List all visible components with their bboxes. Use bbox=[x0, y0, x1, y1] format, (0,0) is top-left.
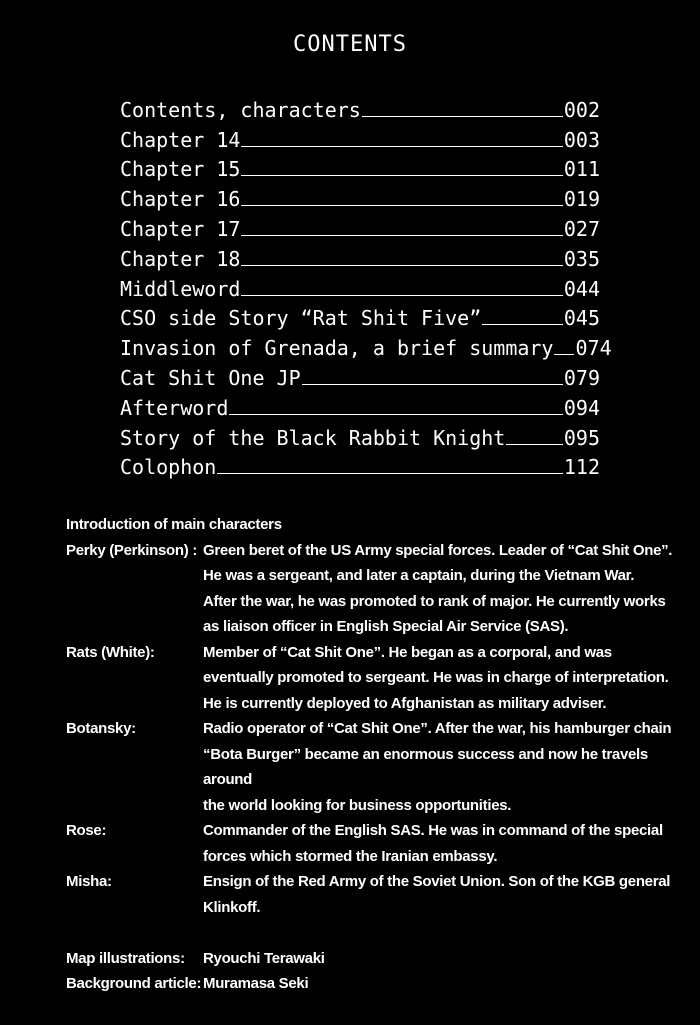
toc-label: Chapter 17 bbox=[120, 216, 241, 241]
description-line: Commander of the English SAS. He was in command of the special bbox=[203, 822, 663, 839]
toc-label: Cat Shit One JP bbox=[120, 365, 301, 390]
toc-entry bbox=[120, 152, 600, 182]
character-entry bbox=[66, 818, 676, 869]
toc-page-number: 035 bbox=[563, 246, 600, 271]
toc-label: Middleword bbox=[120, 276, 241, 301]
page-title: CONTENTS bbox=[293, 32, 407, 57]
character-name: Misha: bbox=[66, 873, 112, 890]
credit-entry bbox=[66, 971, 676, 997]
toc-leader-line bbox=[482, 324, 563, 325]
toc-leader-line bbox=[241, 205, 562, 206]
toc-page-number: 003 bbox=[563, 127, 600, 152]
description-line: eventually promoted to sergeant. He was in charge of interpretation. bbox=[203, 669, 669, 686]
toc-leader-line bbox=[241, 295, 562, 296]
toc-leader-line bbox=[241, 175, 562, 176]
character-description bbox=[203, 538, 676, 640]
toc-entry bbox=[120, 450, 600, 480]
toc-entry bbox=[120, 390, 600, 420]
toc-leader-line bbox=[241, 146, 562, 147]
toc-leader-line bbox=[241, 235, 562, 236]
character-description bbox=[203, 869, 676, 920]
credit-name: Ryouchi Terawaki bbox=[203, 949, 325, 967]
description-line: Ensign of the Red Army of the Soviet Union. Son of the KGB general bbox=[203, 873, 671, 890]
toc-entry bbox=[120, 211, 600, 241]
toc-label: Afterword bbox=[120, 395, 229, 420]
toc-page-number: 095 bbox=[563, 425, 600, 450]
toc-entry bbox=[120, 181, 600, 211]
toc-page-number: 045 bbox=[563, 306, 600, 331]
toc-leader-line bbox=[554, 354, 574, 355]
toc-leader-line bbox=[302, 384, 563, 385]
toc-label: Chapter 14 bbox=[120, 127, 241, 152]
toc-label: CSO side Story “Rat Shit Five” bbox=[120, 306, 482, 331]
description-line: “Bota Burger” became an enormous success and now he travels around bbox=[203, 745, 648, 788]
toc-label: Contents, characters bbox=[120, 97, 361, 122]
toc-page-number: 044 bbox=[563, 276, 600, 301]
credit-entry bbox=[66, 946, 676, 972]
description-line: Green beret of the US Army special forces. Leader of “Cat Shit One”. bbox=[203, 541, 673, 559]
toc-entry bbox=[120, 241, 600, 271]
toc-entry bbox=[120, 360, 600, 390]
character-entry bbox=[66, 716, 676, 818]
toc-leader-line bbox=[217, 473, 563, 474]
toc-label: Chapter 16 bbox=[120, 187, 241, 212]
toc-page-number: 011 bbox=[563, 157, 600, 182]
credit-role: Map illustrations: bbox=[66, 949, 185, 967]
toc-page-number: 094 bbox=[563, 395, 600, 420]
credits bbox=[66, 946, 676, 997]
character-description bbox=[203, 640, 676, 717]
description-line: Member of “Cat Shit One”. He began as a corporal, and was bbox=[203, 643, 612, 661]
description-line: He is currently deployed to Afghanistan as military adviser. bbox=[203, 694, 607, 712]
toc-entry bbox=[120, 122, 600, 152]
character-description bbox=[203, 818, 676, 869]
toc-label: Story of the Black Rabbit Knight bbox=[120, 425, 506, 450]
character-description bbox=[203, 716, 676, 818]
description-line: the world looking for business opportunities. bbox=[203, 796, 512, 814]
toc-label: Chapter 18 bbox=[120, 246, 241, 271]
character-name: Botansky: bbox=[66, 720, 136, 737]
character-entry bbox=[66, 538, 676, 640]
description-line: He was a sergeant, and later a captain, during the Vietnam War. bbox=[203, 567, 635, 584]
toc-entry bbox=[120, 420, 600, 450]
toc-leader-line bbox=[506, 444, 563, 445]
toc-entry bbox=[120, 301, 600, 331]
toc-leader-line bbox=[229, 414, 563, 415]
toc-page-number: 002 bbox=[563, 97, 600, 122]
intro-heading: Introduction of main characters bbox=[66, 516, 282, 533]
description-line: After the war, he was promoted to rank of major. He currently works bbox=[203, 592, 666, 610]
toc-page-number: 074 bbox=[575, 336, 612, 361]
toc-entry bbox=[120, 330, 612, 361]
character-name: Rose: bbox=[66, 822, 107, 839]
toc-label: Colophon bbox=[120, 455, 217, 480]
toc-entry bbox=[120, 92, 600, 122]
toc-page-number: 019 bbox=[563, 187, 600, 212]
description-line: as liaison officer in English Special Air Service (SAS). bbox=[203, 618, 569, 635]
description-line: Klinkoff. bbox=[203, 898, 261, 916]
description-line: forces which stormed the Iranian embassy. bbox=[203, 847, 498, 865]
character-name: Perky (Perkinson) : bbox=[66, 541, 198, 559]
credit-name: Muramasa Seki bbox=[203, 975, 309, 992]
toc-label: Invasion of Grenada, a brief summary bbox=[120, 336, 554, 361]
character-introduction bbox=[66, 512, 676, 997]
character-entry bbox=[66, 869, 676, 920]
character-entry bbox=[66, 640, 676, 717]
toc-leader-line bbox=[241, 265, 562, 266]
description-line: Radio operator of “Cat Shit One”. After the war, his hamburger chain bbox=[203, 720, 672, 737]
character-name: Rats (White): bbox=[66, 643, 155, 661]
toc-label: Chapter 15 bbox=[120, 157, 241, 182]
credit-role: Background article: bbox=[66, 975, 202, 992]
toc-entry bbox=[120, 271, 600, 301]
toc-page-number: 079 bbox=[563, 365, 600, 390]
toc-page-number: 112 bbox=[563, 455, 600, 480]
toc-page-number: 027 bbox=[563, 216, 600, 241]
toc-leader-line bbox=[362, 116, 563, 117]
table-of-contents bbox=[120, 92, 612, 480]
